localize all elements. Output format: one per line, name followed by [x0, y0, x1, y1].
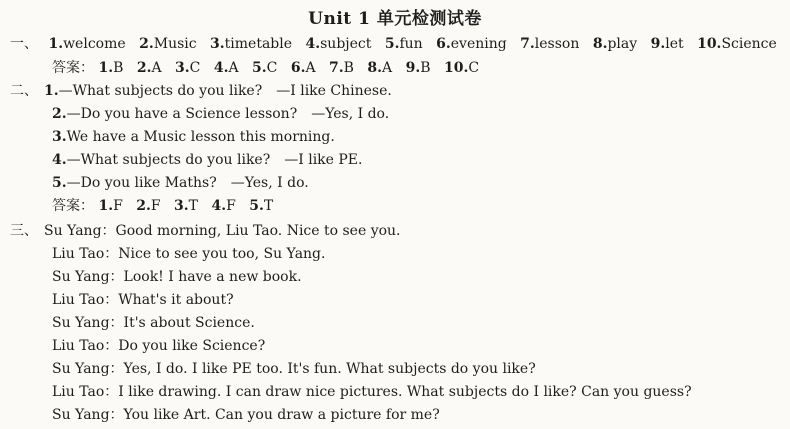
- utterance: Nice to see you too, Su Yang.: [118, 246, 326, 262]
- page-title: Unit 1 单元检测试卷: [308, 9, 482, 29]
- answer-item: 4.F: [211, 198, 236, 214]
- utterance: Yes, I do. I like PE too. It's fun. What subjects do you like?: [123, 361, 536, 377]
- vocab-item: 3.timetable: [210, 36, 293, 52]
- utterance: Good morning, Liu Tao. Nice to see you.: [115, 223, 401, 239]
- answer-item: 8.A: [367, 60, 393, 76]
- answer-item: 2.F: [136, 198, 161, 214]
- answers-label: 答案：: [52, 198, 94, 214]
- answer-item: 10.C: [443, 60, 480, 76]
- utterance: Look! I have a new book.: [123, 269, 302, 285]
- answer-item: 6.A: [290, 60, 316, 76]
- section2-label: 二、: [10, 83, 38, 99]
- vocab-item: 5.fun: [384, 36, 423, 52]
- answer-item: 9.B: [405, 60, 431, 76]
- section1-label: 一、: [10, 36, 38, 52]
- answer-item: 4.A: [213, 60, 239, 76]
- answer-item: 1.F: [98, 198, 123, 214]
- vocab-item: 1.welcome: [48, 36, 126, 52]
- section2-item-5: 5.—Do you like Maths? —Yes, I do.: [52, 175, 309, 191]
- dialogue-line: Liu Tao：Nice to see you too, Su Yang.: [52, 246, 326, 262]
- vocab-item: 6.evening: [436, 36, 507, 52]
- section2-answers-line: [52, 196, 782, 216]
- section2-item-3: 3.We have a Music lesson this morning.: [52, 129, 335, 145]
- vocab-item: 10.Science: [697, 36, 777, 52]
- speaker: Liu Tao: [52, 246, 105, 262]
- speaker: Su Yang: [52, 361, 110, 377]
- speaker: Liu Tao: [52, 292, 105, 308]
- speaker: Su Yang: [52, 269, 110, 285]
- answer-item: 5.C: [252, 60, 278, 76]
- dialogue-line: Su Yang：Look! I have a new book.: [52, 269, 302, 285]
- section1-vocab-line: [10, 34, 782, 54]
- vocab-item: 4.subject: [305, 36, 372, 52]
- dialogue-line: Su Yang：Yes, I do. I like PE too. It's fun. What subjects do you like?: [52, 361, 536, 377]
- answer-item: 1.B: [98, 60, 124, 76]
- utterance: It's about Science.: [123, 315, 255, 331]
- utterance: I like drawing. I can draw nice pictures. What subjects do I like? Can you guess?: [118, 384, 692, 400]
- speaker: Liu Tao: [52, 384, 105, 400]
- speaker: Su Yang: [52, 407, 110, 423]
- answer-item: 3.T: [174, 198, 199, 214]
- dialogue-line: Liu Tao：Do you like Science?: [52, 338, 266, 354]
- section3-label: 三、: [10, 223, 38, 239]
- speaker: Su Yang: [52, 315, 110, 331]
- dialogue-line: 三、 Su Yang：Good morning, Liu Tao. Nice to see you.: [10, 223, 401, 239]
- speaker: Su Yang: [44, 223, 102, 239]
- answer-item: 3.C: [175, 60, 201, 76]
- dialogue-line: Liu Tao：I like drawing. I can draw nice pictures. What subjects do I like? Can you guess?: [52, 384, 692, 400]
- section2-item-2: 2.—Do you have a Science lesson? —Yes, I do.: [52, 106, 390, 122]
- vocab-item: 7.lesson: [520, 36, 580, 52]
- vocab-item: 8.play: [592, 36, 638, 52]
- answers-label: 答案：: [52, 60, 94, 76]
- section2-item-1: 二、 1.—What subjects do you like? —I like Chinese.: [10, 83, 392, 99]
- section1-answers-line: [52, 58, 782, 78]
- utterance: You like Art. Can you draw a picture for me?: [123, 407, 440, 423]
- vocab-item: 9.let: [650, 36, 684, 52]
- section2-item-4: 4.—What subjects do you like? —I like PE.: [52, 152, 363, 168]
- vocab-item: 2.Music: [139, 36, 197, 52]
- speaker: Liu Tao: [52, 338, 105, 354]
- utterance: Do you like Science?: [118, 338, 266, 354]
- answer-item: 5.T: [249, 198, 274, 214]
- dialogue-line: Su Yang：You like Art. Can you draw a picture for me?: [52, 407, 440, 423]
- answer-item: 2.A: [136, 60, 162, 76]
- dialogue-line: Su Yang：It's about Science.: [52, 315, 255, 331]
- utterance: What's it about?: [118, 292, 234, 308]
- dialogue-line: Liu Tao：What's it about?: [52, 292, 234, 308]
- answer-item: 7.B: [329, 60, 354, 76]
